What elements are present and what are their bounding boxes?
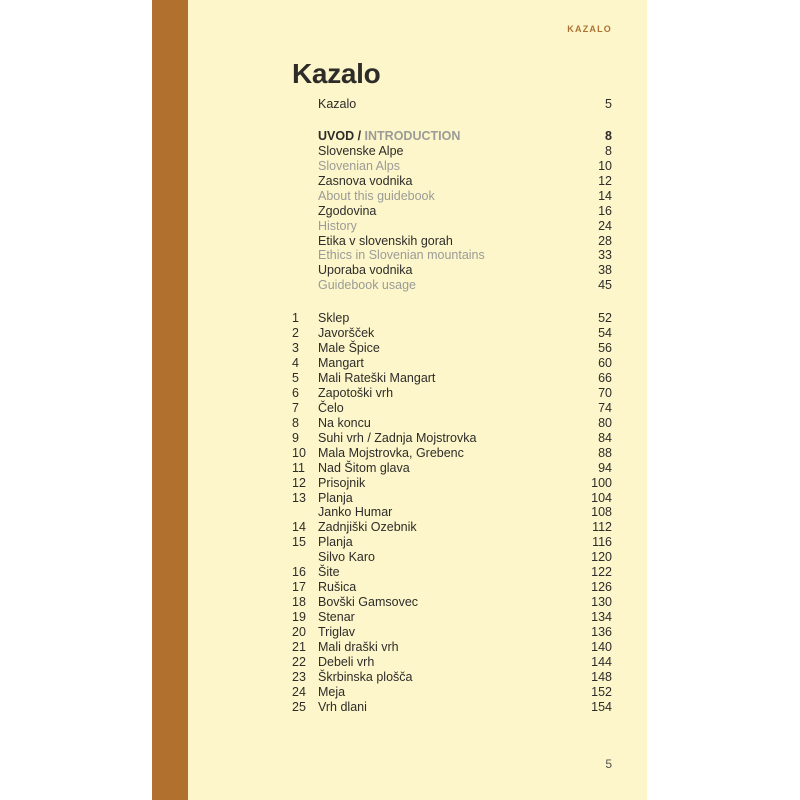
toc-entry-number: 20 xyxy=(292,624,306,639)
toc-entry-label: Čelo xyxy=(318,400,344,415)
toc-entry-page: 112 xyxy=(592,520,612,535)
toc-entry-label-translation: INTRODUCTION xyxy=(364,128,461,143)
toc-entry xyxy=(292,278,612,293)
toc-entry xyxy=(292,356,612,371)
toc-entry-number xyxy=(292,278,318,293)
toc-entry-number: 10 xyxy=(292,445,306,460)
toc-entry xyxy=(292,144,612,159)
toc-entry-label: Planja xyxy=(318,535,353,550)
toc-entry xyxy=(292,129,612,144)
toc-entry-label: Male Špice xyxy=(318,341,380,356)
toc-entry xyxy=(292,431,612,446)
toc-entry-label: Vrh dlani xyxy=(318,699,367,714)
toc-entry-page: 80 xyxy=(598,415,612,430)
toc-entry-label-main: UVOD / xyxy=(318,128,365,143)
toc-entry-page: 33 xyxy=(598,248,612,263)
toc-entry xyxy=(292,476,612,491)
toc-entry-page: 24 xyxy=(598,218,612,233)
toc-entry-page: 148 xyxy=(591,669,612,684)
toc-entry xyxy=(292,580,612,595)
toc-entry-number xyxy=(292,204,318,219)
toc-entry xyxy=(292,204,612,219)
toc-entry-number xyxy=(292,129,318,144)
toc-entry xyxy=(292,174,612,189)
toc-entry xyxy=(292,625,612,640)
toc-chapters-section xyxy=(292,311,612,714)
toc-entry-page: 134 xyxy=(591,610,612,624)
toc-entry-page: 16 xyxy=(598,203,612,218)
toc-entry xyxy=(292,219,612,234)
toc-entry-number: 13 xyxy=(292,490,306,505)
toc-entry-page: 70 xyxy=(598,385,612,400)
toc-entry-number xyxy=(292,189,318,204)
toc-entry-label: Debeli vrh xyxy=(318,654,375,669)
toc-entry-page: 66 xyxy=(598,371,612,385)
toc-entry-label: Šite xyxy=(318,565,340,580)
toc-front-section xyxy=(292,97,612,112)
toc-entry-number: 19 xyxy=(292,610,306,624)
toc-entry-label: Škrbinska plošča xyxy=(318,669,413,684)
toc-entry xyxy=(292,491,612,506)
toc-entry-number xyxy=(292,144,318,159)
toc-entry-page: 140 xyxy=(591,639,612,654)
toc-entry-number xyxy=(292,174,318,189)
toc-entry-label: Silvo Karo xyxy=(318,550,375,565)
toc-entry-label: Mali Rateški Mangart xyxy=(318,371,436,385)
toc-entry-page: 14 xyxy=(598,188,612,203)
toc-entry-label: Na koncu xyxy=(318,415,371,430)
toc-entry xyxy=(292,505,612,520)
toc-entry-label: Javoršček xyxy=(318,326,375,341)
toc-entry-number: 23 xyxy=(292,669,306,684)
toc-entry-number: 25 xyxy=(292,699,306,714)
toc-entry-number: 15 xyxy=(292,535,306,550)
toc-entry-page: 116 xyxy=(592,535,612,550)
toc-entry-number: 21 xyxy=(292,639,306,654)
toc-entry-number: 1 xyxy=(292,311,299,326)
toc-entry-label: Suhi vrh / Zadnja Mojstrovka xyxy=(318,430,477,445)
toc-entry-label: Prisojnik xyxy=(318,475,366,490)
toc-entry-page: 104 xyxy=(591,490,612,505)
toc-entry xyxy=(292,595,612,610)
toc-entry-number: 7 xyxy=(292,400,299,415)
toc-entry-label: Sklep xyxy=(318,311,350,326)
toc-entry-page: 10 xyxy=(598,158,612,173)
toc-entry-page: 122 xyxy=(591,565,612,580)
toc-entry-page: 108 xyxy=(591,505,612,520)
toc-entry-label: Janko Humar xyxy=(318,505,393,520)
toc-entry xyxy=(292,326,612,341)
toc-entry-number xyxy=(292,97,318,112)
running-header: KAZALO xyxy=(567,24,612,34)
toc-entry-page: 88 xyxy=(598,445,612,460)
page-content xyxy=(292,0,612,800)
toc-entry-page: 45 xyxy=(598,278,612,293)
toc-entry xyxy=(292,685,612,700)
toc-entry-page: 84 xyxy=(598,430,612,445)
toc-entry-number: 14 xyxy=(292,520,306,535)
toc-entry-label: History xyxy=(318,218,357,233)
book-spine-edge xyxy=(152,0,188,800)
toc-entry-label: Mangart xyxy=(318,356,364,371)
toc-entry-label: Bovški Gamsovec xyxy=(318,595,419,610)
toc-entry-number xyxy=(292,505,318,520)
toc-entry-page: 8 xyxy=(605,143,612,158)
toc-entry-number: 22 xyxy=(292,654,306,669)
toc-entry-number: 12 xyxy=(292,475,306,490)
toc-entry-label: Zasnova vodnika xyxy=(318,173,413,188)
toc-entry xyxy=(292,371,612,386)
toc-entry-number: 9 xyxy=(292,430,299,445)
toc-entry xyxy=(292,311,612,326)
toc-entry-label: Mala Mojstrovka, Grebenc xyxy=(318,445,464,460)
toc-entry-number: 2 xyxy=(292,326,299,341)
toc-entry-label xyxy=(318,129,597,144)
toc-entry-label: Zgodovina xyxy=(318,203,377,218)
toc-entry-page: 8 xyxy=(605,128,612,143)
toc-entry-number xyxy=(292,219,318,234)
toc-entry-label: Ethics in Slovenian mountains xyxy=(318,248,485,263)
toc-entry xyxy=(292,535,612,550)
toc-entry-label: Stenar xyxy=(318,610,355,624)
toc-entry-page: 94 xyxy=(598,460,612,475)
toc-entry-page: 136 xyxy=(591,624,612,639)
toc-intro-section xyxy=(292,129,612,293)
toc-entry-label: Rušica xyxy=(318,580,357,595)
toc-entry-page: 5 xyxy=(605,97,612,111)
toc-entry-page: 52 xyxy=(598,311,612,326)
toc-entry-label: Zadnjiški Ozebnik xyxy=(318,520,417,535)
toc-entry-label: Kazalo xyxy=(318,97,357,111)
toc-entry xyxy=(292,610,612,625)
toc-entry-page: 154 xyxy=(591,699,612,714)
toc-entry-page: 152 xyxy=(591,684,612,699)
toc-entry xyxy=(292,341,612,356)
toc-entry xyxy=(292,159,612,174)
toc-entry xyxy=(292,520,612,535)
toc-entry-label: Triglav xyxy=(318,624,356,639)
toc-entry-page: 126 xyxy=(591,580,612,595)
toc-entry-label: Meja xyxy=(318,684,346,699)
toc-entry-page: 100 xyxy=(591,475,612,490)
toc-entry xyxy=(292,565,612,580)
toc-entry xyxy=(292,189,612,204)
toc-entry-page: 144 xyxy=(591,654,612,669)
toc-entry-number: 24 xyxy=(292,684,306,699)
toc-entry-number xyxy=(292,234,318,249)
toc-entry-number xyxy=(292,248,318,263)
toc-entry-page: 56 xyxy=(598,341,612,356)
toc-entry-label: About this guidebook xyxy=(318,188,435,203)
toc-entry-page: 130 xyxy=(591,595,612,610)
toc-entry-label: Zapotoški vrh xyxy=(318,385,394,400)
toc-entry xyxy=(292,550,612,565)
toc-entry-label: Mali draški vrh xyxy=(318,639,399,654)
toc-entry-label: Etika v slovenskih gorah xyxy=(318,233,453,248)
toc-entry-number: 3 xyxy=(292,341,299,356)
page xyxy=(188,0,647,800)
toc-entry xyxy=(292,461,612,476)
toc-entry xyxy=(292,655,612,670)
page-number-footer: 5 xyxy=(605,757,612,771)
toc-entry-page: 60 xyxy=(598,356,612,371)
toc-entry-number: 6 xyxy=(292,385,299,400)
toc-entry-page: 120 xyxy=(591,550,612,565)
toc-entry xyxy=(292,386,612,401)
table-of-contents xyxy=(292,97,612,715)
toc-entry-number xyxy=(292,159,318,174)
toc-entry xyxy=(292,446,612,461)
page-title: Kazalo xyxy=(292,58,381,89)
toc-entry xyxy=(292,97,612,112)
toc-entry xyxy=(292,640,612,655)
toc-entry-page: 28 xyxy=(598,233,612,248)
toc-entry xyxy=(292,416,612,431)
toc-entry-number: 8 xyxy=(292,415,299,430)
toc-entry-label: Slovenske Alpe xyxy=(318,143,404,158)
toc-entry-label: Planja xyxy=(318,490,353,505)
toc-entry xyxy=(292,248,612,263)
toc-entry-label: Uporaba vodnika xyxy=(318,263,413,278)
toc-entry-page: 12 xyxy=(598,173,612,188)
toc-entry xyxy=(292,700,612,715)
toc-entry-number xyxy=(292,550,318,565)
toc-entry xyxy=(292,234,612,249)
toc-entry-number: 4 xyxy=(292,356,299,371)
toc-entry-number: 17 xyxy=(292,580,306,595)
toc-entry xyxy=(292,263,612,278)
toc-entry xyxy=(292,670,612,685)
toc-entry-page: 74 xyxy=(598,400,612,415)
toc-entry-number xyxy=(292,263,318,278)
toc-entry-number: 16 xyxy=(292,565,306,580)
toc-entry-page: 54 xyxy=(598,326,612,341)
toc-entry-label: Guidebook usage xyxy=(318,278,416,293)
toc-entry-number: 18 xyxy=(292,595,306,610)
toc-entry-page: 38 xyxy=(598,263,612,278)
toc-entry xyxy=(292,401,612,416)
toc-entry-label: Nad Šitom glava xyxy=(318,460,410,475)
toc-entry-number: 5 xyxy=(292,371,299,385)
toc-entry-label: Slovenian Alps xyxy=(318,158,401,173)
toc-entry-number: 11 xyxy=(292,460,305,475)
